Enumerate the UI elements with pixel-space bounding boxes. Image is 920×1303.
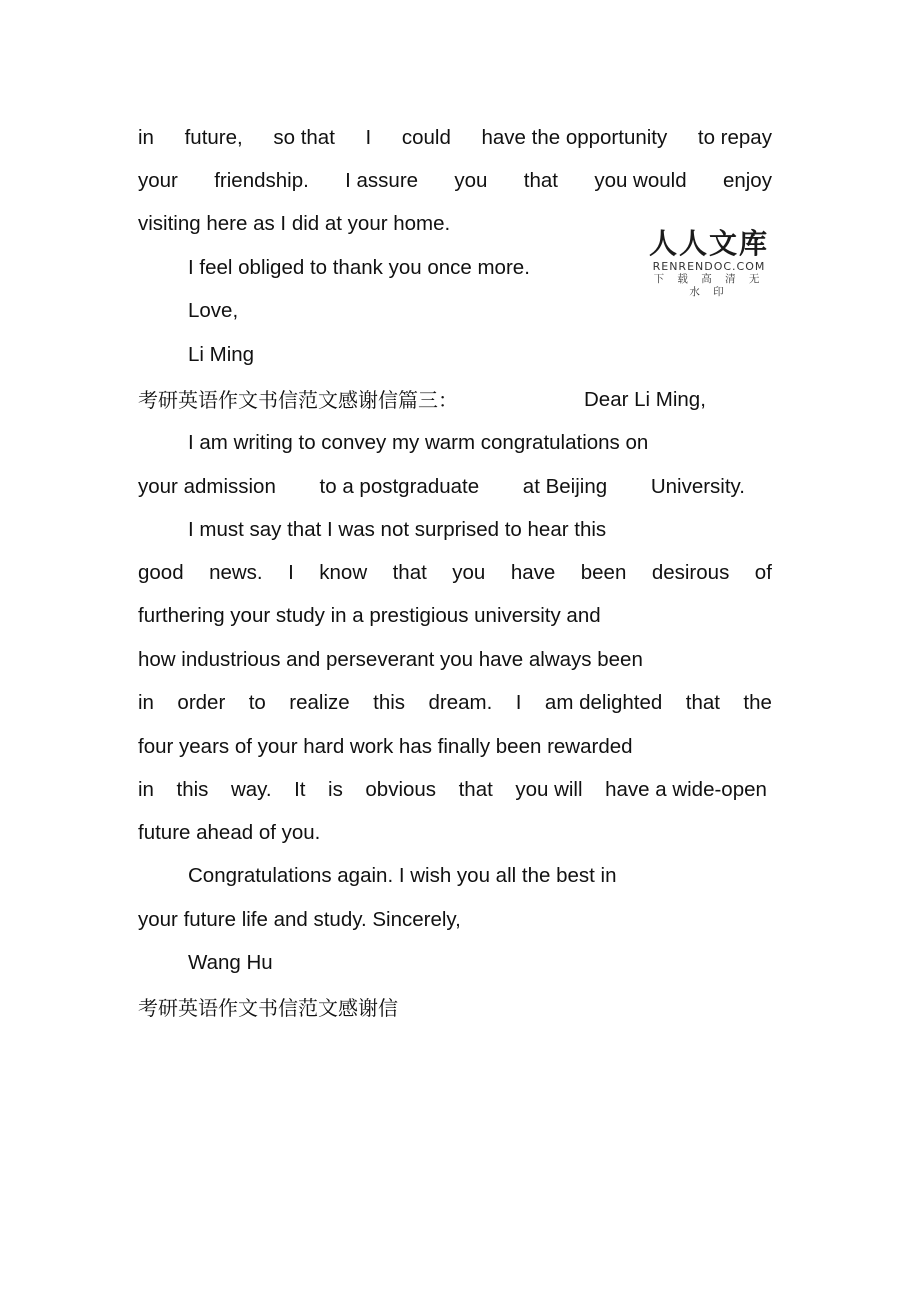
text-line: how industrious and perseverant you have always been [138, 648, 643, 671]
watermark-site: RENRENDOC.COM [652, 260, 766, 273]
word: in [138, 691, 154, 714]
word: your admission [138, 475, 276, 498]
word: your [138, 169, 178, 192]
text-line [138, 167, 772, 195]
word: the [743, 691, 772, 714]
text-line [138, 776, 767, 804]
word: that [523, 169, 558, 192]
signature: Li Ming [188, 343, 255, 366]
word: that [392, 561, 427, 584]
watermark-tagline: 下 载 高 清 无 水 印 [653, 273, 765, 298]
word: I assure [345, 169, 419, 192]
watermark-logo [646, 228, 772, 299]
word: in [138, 778, 154, 801]
word: this [373, 691, 406, 714]
text-line [138, 689, 772, 717]
text-line: your future life and study. Sincerely, [138, 908, 461, 931]
text-line: four years of your hard work has finally been rewarded [138, 735, 633, 758]
watermark-title: 人人文库 [648, 227, 769, 260]
word: I [365, 126, 372, 149]
text-line [138, 473, 745, 501]
text-line: I feel obliged to thank you once more. [188, 256, 530, 279]
word: realize [289, 691, 350, 714]
word: way. [230, 778, 272, 801]
word: have a wide-open [605, 778, 767, 801]
word: is [328, 778, 343, 801]
closing-line: Love, [188, 299, 239, 322]
word: desirous [651, 561, 730, 584]
word: of [754, 561, 772, 584]
word: order [177, 691, 226, 714]
word: that [685, 691, 720, 714]
word: It [294, 778, 306, 801]
word: you [452, 561, 486, 584]
word: dream. [428, 691, 493, 714]
word: I [288, 561, 294, 584]
word: news. [209, 561, 263, 584]
word: this [176, 778, 209, 801]
word: been [580, 561, 627, 584]
word: obvious [365, 778, 437, 801]
section-heading: 考研英语作文书信范文感谢信篇三： [138, 388, 458, 412]
text-line [138, 559, 772, 587]
text-line [138, 124, 772, 152]
word: know [319, 561, 368, 584]
word: to repay [697, 126, 772, 149]
word: have [510, 561, 556, 584]
word: at Beijing [522, 475, 608, 498]
word: friendship. [214, 169, 309, 192]
word: University. [650, 475, 745, 498]
text-line: furthering your study in a prestigious university and [138, 604, 601, 627]
word: to [248, 691, 266, 714]
word: you will [515, 778, 583, 801]
word: am delighted [544, 691, 663, 714]
word: so that [273, 126, 335, 149]
word: enjoy [722, 169, 772, 192]
word: could [401, 126, 451, 149]
word: I [515, 691, 522, 714]
word: good [138, 561, 184, 584]
salutation: Dear Li Ming, [584, 388, 706, 411]
text-line: future ahead of you. [138, 821, 321, 844]
word: that [458, 778, 493, 801]
section-heading: 考研英语作文书信范文感谢信 [138, 996, 398, 1020]
word: to a postgraduate [319, 475, 480, 498]
word: you [454, 169, 488, 192]
text-line: I must say that I was not surprised to hear this [188, 518, 607, 541]
text-line: I am writing to convey my warm congratulations on [188, 431, 649, 454]
word: in [138, 126, 154, 149]
signature: Wang Hu [188, 951, 273, 974]
text-line: visiting here as I did at your home. [138, 212, 451, 235]
word: have the opportunity [481, 126, 668, 149]
word: future, [184, 126, 243, 149]
text-line: Congratulations again. I wish you all the best in [188, 864, 617, 887]
word: you would [594, 169, 687, 192]
